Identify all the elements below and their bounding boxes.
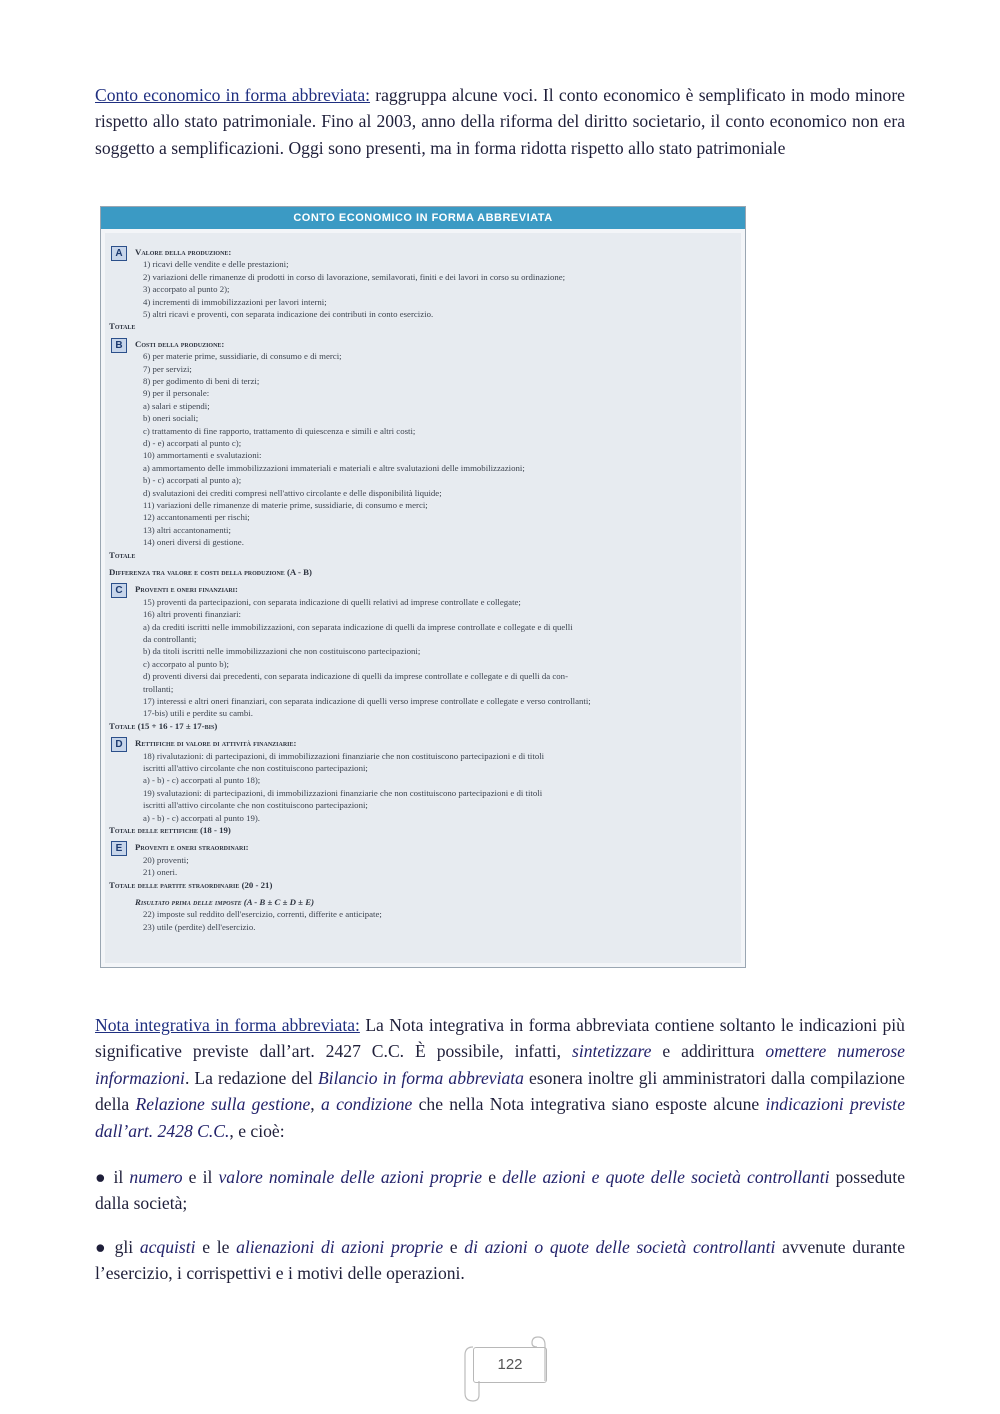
bullet-item [95,1234,905,1287]
figure-line: 22) imposte sul reddito dell'esercizio, correnti, differite e anticipate; [143,909,382,920]
figure-line: 19) svalutazioni: di partecipazioni, di immobilizzazioni finanziarie che non costituiscono partecipazioni e di titoli [143,787,543,798]
bullet-text: avvenute durante l’esercizio, i corrispettivi e i motivi delle operazioni. [95,1237,905,1284]
section-letter-box: A [111,246,127,261]
nota-italic: Relazione sulla gestione [135,1094,311,1115]
figure-line: 4) incrementi di immobilizzazioni per lavori interni; [143,296,327,307]
nota-text: che nella Nota integrativa siano esposte alcune [412,1094,766,1115]
intro-paragraph [95,82,905,161]
nota-italic: omettere numerose informazioni [95,1041,905,1088]
figure-line: 12) accantonamenti per rischi; [143,512,250,523]
figure-line: d) svalutazioni dei crediti compresi nell'attivo circolante e delle disponibilità liquide; [143,487,442,498]
figure-line: Totale [109,549,136,560]
figure-line: 17) interessi e altri oneri finanziari, con separata indicazione di quelli verso imprese controllate e collegate e verso controllanti; [143,696,591,706]
nota-text: . La redazione del [184,1067,318,1088]
section-letter-box: E [111,841,127,856]
figure-line: 14) oneri diversi di gestione. [143,537,244,548]
section-letter-box: C [111,583,127,598]
figure-line: da controllanti; [143,634,197,644]
bullet-text: e il [182,1167,219,1187]
figure-line: trollanti; [143,683,174,694]
figure-line: iscritti all'attivo circolante che non costituiscono partecipazioni; [143,763,368,773]
page-number-scroll [455,1335,550,1405]
bullet-text: e [482,1167,503,1187]
nota-text: , [310,1094,321,1115]
figure-line: b) oneri sociali; [143,413,199,424]
figure-line: Differenza tra valore e costi della produzione (A - B) [109,567,312,577]
figure-line: a) salari e stipendi; [143,400,210,411]
figure-line: 2) variazioni delle rimanenze di prodotti in corso di lavorazione, semilavorati, finiti e dei lavori in corso su ordinazione; [143,271,566,282]
figure-line: 18) rivalutazioni: di partecipazioni, di immobilizzazioni finanziarie che non costituiscono partecipazioni e di titoli [143,750,545,761]
figure-line: 20) proventi; [143,854,189,865]
figure-title: CONTO ECONOMICO IN FORMA ABBREVIATA [101,207,745,229]
figure-line: 7) per servizi; [143,363,192,374]
figure-line: Totale delle partite straordinarie (20 - 21) [109,879,273,890]
figure-line: Totale [109,321,136,332]
figure-line: 9) per il personale: [143,388,210,399]
figure-line: b) - c) accorpati al punto a); [143,475,242,486]
figure-line: d) proventi diversi dai precedenti, con separata indicazione di quelli da imprese controllate e collegate e di quelli da con- [143,671,569,682]
figure-line: c) trattamento di fine rapporto, trattamento di quiescenza e simili e altri costi; [143,425,416,436]
nota-paragraph [95,1012,905,1144]
figure-line: 23) utile (perdite) dell'esercizio. [143,921,256,932]
bullet-item [95,1164,905,1217]
figure-line: a) da crediti iscritti nelle immobilizzazioni, con separata indicazione di quelli da imprese controllate e collegate e di quelli [143,621,573,632]
figure-line: 8) per godimento di beni di terzi; [143,376,260,386]
figure-line: 6) per materie prime, sussidiarie, di consumo e di merci; [143,351,342,362]
figure-line: Costi della produzione: [135,338,225,349]
nota-text: , e cioè: [229,1120,285,1141]
nota-italic: sintetizzare [571,1041,652,1062]
figure-line: 5) altri ricavi e proventi, con separata indicazione dei contributi in conto esercizio. [143,309,434,319]
bullet-italic: numero [129,1167,183,1187]
figure-line: a) - b) - c) accorpati al punto 18); [143,775,261,786]
figure-line: Totale (15 + 16 - 17 ± 17-bis) [109,720,218,731]
section-letter-box: B [111,338,127,353]
section-letter-box: D [111,737,127,752]
nota-italic: indicazioni previste dall’art. 2428 C.C. [95,1094,906,1141]
bullet-text: ● il [95,1167,130,1187]
figure-line: c) accorpato al punto b); [143,658,229,669]
figure-line: 1) ricavi delle vendite e delle prestazioni; [143,259,289,270]
figure-line: Proventi e oneri finanziari: [135,584,238,595]
figure-line: Totale delle rettifiche (18 - 19) [109,825,231,835]
figure-line: a) ammortamento delle immobilizzazioni immateriali e materiali e altre svalutazioni delle immobilizzazioni; [143,462,525,473]
bullet-text: e le [195,1237,237,1257]
figure-line: iscritti all'attivo circolante che non costituiscono partecipazioni; [143,800,368,811]
bullet-italic: alienazioni di azioni proprie [236,1237,444,1257]
nota-italic: Bilancio in forma abbreviata [317,1067,524,1088]
nota-text: La Nota integrativa in forma abbreviata contiene soltanto le indicazioni più significative previste dall’art. 2427 C.C. È possibile, infatti, [95,1015,905,1062]
figure-line: Rettifiche di valore di attività finanziarie: [135,738,297,749]
income-statement-figure [100,206,746,968]
bullet-italic: di azioni o quote delle società controllanti [464,1237,776,1257]
figure-line: 15) proventi da partecipazioni, con separata indicazione di quelli relativi ad imprese controllate e collegate; [143,596,521,607]
intro-heading: Conto economico in forma abbreviata: [95,85,371,105]
bullet-text: e [443,1237,465,1257]
bullet-text: ● gli [95,1237,140,1257]
bullet-italic: delle azioni e quote delle società controllanti [502,1167,830,1187]
figure-line: 21) oneri. [143,867,178,878]
figure-line: a) - b) - c) accorpati al punto 19). [143,812,260,823]
figure-line: d) - e) accorpati al punto c); [143,438,242,448]
bullet-italic: acquisti [139,1237,196,1257]
page-number: 122 [473,1347,547,1383]
figure-line: 11) variazioni delle rimanenze di materie prime, sussidiarie, di consumo e merci; [143,500,428,510]
bullet-text: possedute dalla società; [95,1167,906,1214]
intro-text: raggruppa alcune voci. Il conto economico è semplificato in modo minore rispetto allo stato patrimoniale. Fino al 2003, anno della riforma del diritto societario, il conto economico non era soggetto a semplificazioni. Oggi sono presenti, ma in forma ridotta rispetto allo stato patrimoniale [95,85,905,158]
figure-line: Proventi e oneri straordinari: [135,842,249,853]
figure-line: Valore della produzione: [135,247,232,257]
figure-line: 17-bis) utili e perdite su cambi. [143,708,253,719]
figure-line: Risultato prima delle imposte (A - B ± C ± D ± E) [135,897,315,907]
figure-line: 13) altri accantonamenti; [143,524,231,535]
figure-body [105,233,741,963]
nota-heading: Nota integrativa in forma abbreviata: [95,1015,360,1035]
nota-text: e addirittura [651,1041,766,1062]
bullet-italic: valore nominale delle azioni proprie [218,1167,483,1187]
figure-line: 10) ammortamenti e svalutazioni: [143,450,262,461]
figure-line: 16) altri proventi finanziari: [143,609,241,620]
figure-line: 3) accorpato al punto 2); [143,284,230,295]
nota-italic: a condizione [320,1094,413,1115]
nota-text: esonera inoltre gli amministratori dalla compilazione della [95,1067,905,1115]
figure-line: b) da titoli iscritti nelle immobilizzazioni che non costituiscono partecipazioni; [143,646,421,657]
